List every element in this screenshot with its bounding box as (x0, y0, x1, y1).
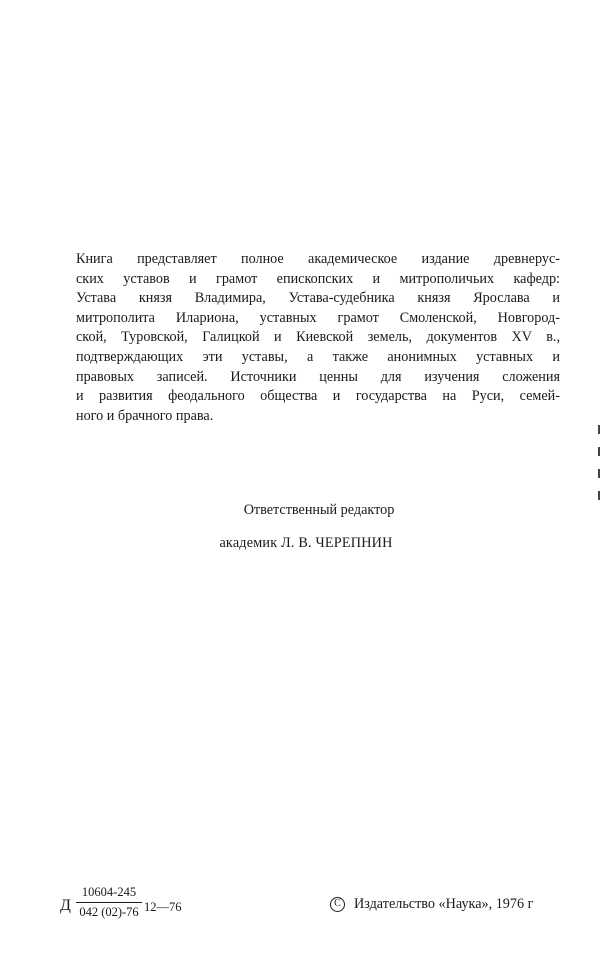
catalog-suffix: 12—76 (144, 900, 182, 914)
copyright-notice (330, 896, 533, 913)
catalog-code (60, 885, 220, 935)
abstract-line: подтверждающих эти уставы, а также анонимных уставных и (76, 348, 560, 365)
copyright-icon: C (330, 897, 345, 912)
catalog-fraction (76, 885, 142, 920)
catalog-denominator: 042 (02)-76 (79, 905, 139, 919)
copyright-text: Издательство «Наука», 1976 г (354, 896, 534, 912)
fraction-bar (76, 902, 142, 903)
abstract-line: митрополита Илариона, уставных грамот Смоленской, Новгород- (76, 309, 560, 326)
abstract-paragraph (76, 250, 560, 426)
abstract-line: Устава князя Владимира, Устава-судебника князя Ярослава и (76, 290, 560, 307)
abstract-line: ских уставов и грамот епископских и митрополичьих кафедр: (76, 270, 560, 287)
abstract-line: ного и брачного права. (76, 407, 214, 424)
abstract-line: Книга представляет полное академическое издание древнерус- (76, 251, 560, 267)
editor-block (0, 500, 600, 553)
abstract-line: и развития феодального общества и государства на Руси, семей- (76, 388, 560, 405)
catalog-letter: Д (60, 897, 71, 914)
editor-role: Ответственный редактор (243, 502, 395, 518)
abstract-line: ской, Туровской, Галицкой и Киевской земель, документов XV в., (76, 329, 560, 346)
abstract-line: правовых записей. Источники ценны для изучения сложения (76, 368, 560, 385)
editor-name: академик Л. В. ЧЕРЕПНИН (219, 535, 393, 551)
catalog-numerator: 10604-245 (81, 885, 137, 899)
